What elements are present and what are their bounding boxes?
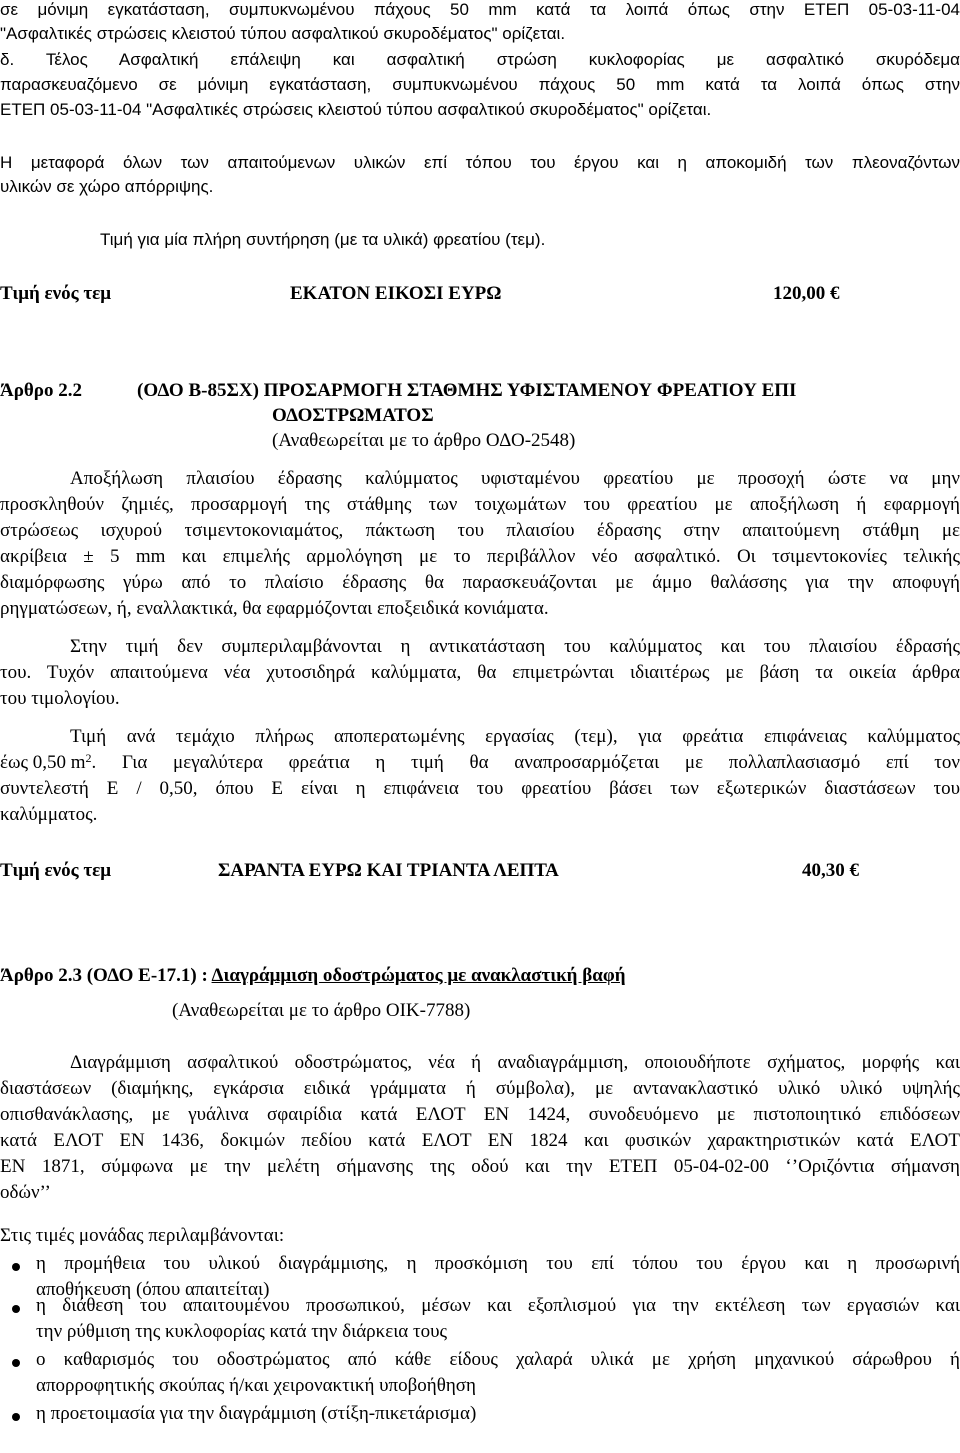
bullet-dot <box>12 1305 20 1313</box>
price-2-amount: 40,30 € <box>802 860 859 881</box>
bullet-dot <box>12 1263 20 1271</box>
bullet-dot <box>12 1413 20 1421</box>
bullet-4-line-1: η προετοιμασία για την διαγράμμιση (στίξη-πικετάρισμα) <box>36 1403 477 1424</box>
a22-p3-line-3: συντελεστή Ε / 0,50, όπου Ε είναι η επιφάνεια του φρεατίου βάσει των εξωτερικών διαστάσεων του <box>0 778 960 799</box>
a23-p1-line-5: ΕΝ 1871, σύμφωνα με την μελέτη σήμανσης της οδού και την ΕΤΕΠ 05-04-02-00 ‘’Οριζόντια σήμανση <box>0 1156 960 1177</box>
continuation-line-2: "Ασφαλτικές στρώσεις κλειστού τύπου ασφαλτικού σκυροδέματος" ορίζεται. <box>0 24 566 43</box>
price-1-words: ΕΚΑΤΟΝ ΕΙΚΟΣΙ ΕΥΡΩ <box>290 283 502 304</box>
article-2-3-code: (ΟΔΟ Ε-17.1) : <box>86 965 208 986</box>
article-2-2-number: Άρθρο 2.2 <box>0 380 82 401</box>
transport-line-2: υλικών σε χώρο απόρριψης. <box>0 177 214 196</box>
article-2-2-title-1: (ΟΔΟ Β-85ΣΧ) ΠΡΟΣΑΡΜΟΓΗ ΣΤΑΘΜΗΣ ΥΦΙΣΤΑΜΕΝΟΥ ΦΡΕΑΤΙΟΥ ΕΠΙ <box>137 380 797 401</box>
bullet-2-line-2: την ρύθμιση της κυκλοφορίας κατά την διάρκεια τους <box>36 1321 448 1342</box>
a22-p1-line-5: διαμόρφωσης γύρω από το πλαίσιο έδρασης θα παρασκευάζονται με άμμο θαλάσσης για την αποφυγή <box>0 572 960 593</box>
a23-p1-line-1: Διαγράμμιση ασφαλτικού οδοστρώματος, νέα ή αναδιαγράμμιση, οποιουδήποτε σχήματος, μορφής και <box>70 1052 960 1073</box>
article-2-3-title: Διαγράμμιση οδοστρώματος με ανακλαστική βαφή <box>211 965 626 986</box>
continuation-line-1: σε μόνιμη εγκατάσταση, συμπυκνωμένου πάχους 50 mm κατά τα λοιπά όπως στην ΕΤΕΠ 05-03-11-04 <box>0 0 960 19</box>
article-2-2-heading <box>0 380 960 402</box>
a22-p3-line-4: καλύμματος. <box>0 804 98 825</box>
price-row-2 <box>0 860 960 886</box>
bullet-3-line-1: ο καθαρισμός του οδοστρώματος από κάθε είδους χαλαρά υλικά με χρήση μηχανικού σάρωθρου ή <box>36 1349 960 1370</box>
bullet-1-line-2: αποθήκευση (όπου απαιτείται) <box>36 1279 270 1300</box>
a22-p3-area-exponent: 2 <box>85 751 92 765</box>
bullet-3-line-2: απορροφητικής σκούπας ή/και χειρονακτική υποβοήθηση <box>36 1375 476 1396</box>
item-d-line-1: δ. Τέλος Ασφαλτική επάλειψη και ασφαλτική στρώση κυκλοφορίας με ασφαλτικό σκυρόδεμα <box>0 50 960 69</box>
price-2-label: Τιμή ενός τεμ <box>0 860 112 881</box>
a22-p2-line-2: του. Τυχόν απαιτούμενα νέα χυτοσιδηρά καλύμματα, θα επιμετρώνται ιδιαιτέρως με βάση τα οικεία άρθρα <box>0 662 960 683</box>
a23-p1-line-4: κατά ΕΛΟΤ ΕΝ 1436, δοκιμών πεδίου κατά ΕΛΟΤ ΕΝ 1824 και φυσικών χαρακτηριστικών κατά ΕΛΟΤ <box>0 1130 960 1151</box>
a22-p2-line-1: Στην τιμή δεν συμπεριλαμβάνονται η αντικατάσταση του καλύμματος και του πλαισίου έδρασής <box>70 636 960 657</box>
a22-p3-line-2-rest: . Για μεγαλύτερα φρεάτια η τιμή θα αναπροσαρμόζεται με πολλαπλασιασμό επί τον <box>91 752 960 773</box>
includes-intro: Στις τιμές μονάδας περιλαμβάνονται: <box>0 1225 285 1246</box>
a22-p1-line-2: προσκληθούν ζημιές, προσαρμογή της στάθμης των τοιχωμάτων του φρεατίου με αποξήλωση ή εφαρμογή <box>0 494 960 515</box>
a22-p1-line-4: ακρίβεια ± 5 mm και επιμελής αρμολόγηση με το περιβάλλον νέο ασφαλτικό. Οι τσιμεντοκονίες τελικής <box>0 546 960 567</box>
price-note: Τιμή για μία πλήρη συντήρηση (με τα υλικά) φρεατίου (τεμ). <box>100 230 546 249</box>
article-2-2-ref: (Αναθεωρείται με το άρθρο ΟΔΟ-2548) <box>272 430 576 451</box>
item-d-line-3: ΕΤΕΠ 05-03-11-04 "Ασφαλτικές στρώσεις κλειστού τύπου ασφαλτικού σκυροδέματος" ορίζεται. <box>0 100 712 119</box>
a22-p3-line-2 <box>0 752 960 774</box>
a22-p1-line-6: ρηγματώσεων, ή, εναλλακτικά, θα εφαρμόζονται εποξειδικά κονιάματα. <box>0 598 549 619</box>
a23-p1-line-2: διαστάσεων (διαμήκης, εγκάρσια ειδικά γράμματα ή σύμβολα), με αντανακλαστικό υλικό υλικό υψηλής <box>0 1078 960 1099</box>
bullet-dot <box>12 1359 20 1367</box>
a22-p3-area-text: έως 0,50 m <box>0 752 86 773</box>
price-1-label: Τιμή ενός τεμ <box>0 283 112 304</box>
price-2-words: ΣΑΡΑΝΤΑ ΕΥΡΩ ΚΑΙ ΤΡΙΑΝΤΑ ΛΕΠΤΑ <box>218 860 559 881</box>
a22-p1-line-3: στρώσεως ισχυρού τσιμεντοκονιαμάτος, πάκτωση του πλαισίου έδρασης στην απαιτούμενη στάθμη με <box>0 520 960 541</box>
a23-p1-line-3: οπισθανάκλασης, με γυάλινα σφαιρίδια κατά ΕΛΟΤ ΕΝ 1424, συνοδευόμενο με πιστοποιητικό επιδόσεων <box>0 1104 960 1125</box>
price-row-1 <box>0 283 960 309</box>
article-2-3-heading <box>0 965 960 987</box>
transport-line-1: Η μεταφορά όλων των απαιτούμενων υλικών επί τόπου του έργου και η αποκομιδή των πλεοναζόντων <box>0 153 960 172</box>
item-d-line-2: παρασκευαζόμενο σε μόνιμη εγκατάσταση, συμπυκνωμένου πάχους 50 mm κατά τα λοιπά όπως στην <box>0 75 960 94</box>
bullet-1-line-1: η προμήθεια του υλικού διαγράμμισης, η προσκόμιση του επί τόπου του έργου και η προσωρινή <box>36 1253 960 1274</box>
a22-p3-line-1: Τιμή ανά τεμάχιο πλήρως αποπερατωμένης εργασίας (τεμ), για φρεάτια επιφάνειας καλύμματος <box>70 726 960 747</box>
a22-p1-line-1: Αποξήλωση πλαισίου έδρασης καλύμματος υφισταμένου φρεατίου με προσοχή ώστε να μην <box>70 468 960 489</box>
article-2-2-title-2: ΟΔΟΣΤΡΩΜΑΤΟΣ <box>272 405 434 426</box>
article-2-3-number: Άρθρο 2.3 <box>0 965 82 986</box>
price-1-amount: 120,00 € <box>773 283 840 304</box>
a23-p1-line-6: οδών’’ <box>0 1182 51 1203</box>
a22-p2-line-3: του τιμολογίου. <box>0 688 120 709</box>
article-2-3-ref: (Αναθεωρείται με το άρθρο ΟΙΚ-7788) <box>172 1000 471 1021</box>
bullet-2-line-1: η διάθεση του απαιτουμένου προσωπικού, μέσων και εξοπλισμού για την εκτέλεση των εργασιών και <box>36 1295 960 1316</box>
